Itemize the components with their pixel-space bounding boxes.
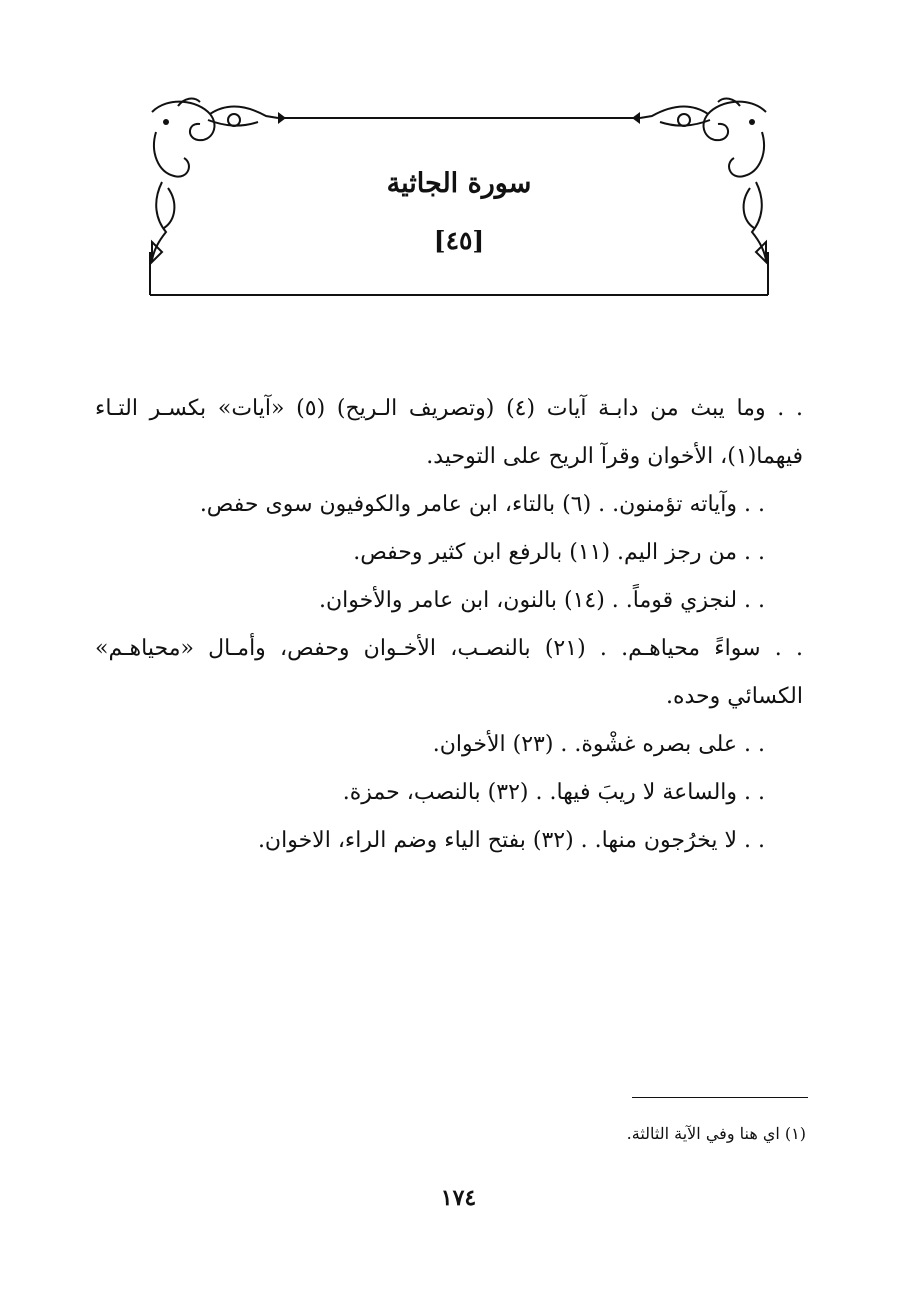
text-line: . . وما يبث من دابـة آيات (٤) (وتصريف الـريح) (٥) «آيات» بكسـر التـاء (95, 396, 803, 421)
text-line: . . وآياته تؤمنون. . (٦) بالتاء، ابن عامر والكوفيون سوى حفص. (199, 492, 765, 517)
text-line: . . من رجز اليم. (١١) بالرفع ابن كثير وحفص. (353, 540, 765, 565)
body-text (95, 385, 803, 865)
text-line: . . لا يخرُجون منها. . (٣٢) بفتح الياء وضم الراء، الاخوان. (257, 828, 765, 853)
surah-title: سورة الجاثية (386, 168, 532, 199)
footnote-divider (632, 1097, 808, 1098)
footnote: (١) اي هنا وفي الآية الثالثة. (626, 1124, 806, 1143)
text-line: الكسائي وحده. (665, 684, 803, 709)
text-line: فيهما(١)، الأخوان وقرآ الريح على التوحيد. (426, 444, 803, 469)
text-line: . . والساعة لا ريبَ فيها. . (٣٢) بالنصب، حمزة. (342, 780, 765, 805)
text-line: . . على بصره غشْوة. . (٢٣) الأخوان. (432, 732, 765, 757)
ornamental-frame (148, 92, 770, 298)
page-number: ١٧٤ (440, 1185, 477, 1211)
text-line: . . سواءً محياهـم. . (٢١) بالنصـب، الأخـوان وحفص، وأمـال «محياهـم» (95, 636, 803, 661)
surah-number: [٤٥] (433, 226, 485, 255)
text-line: . . لنجزي قوماً. . (١٤) بالنون، ابن عامر والأخوان. (318, 588, 765, 613)
